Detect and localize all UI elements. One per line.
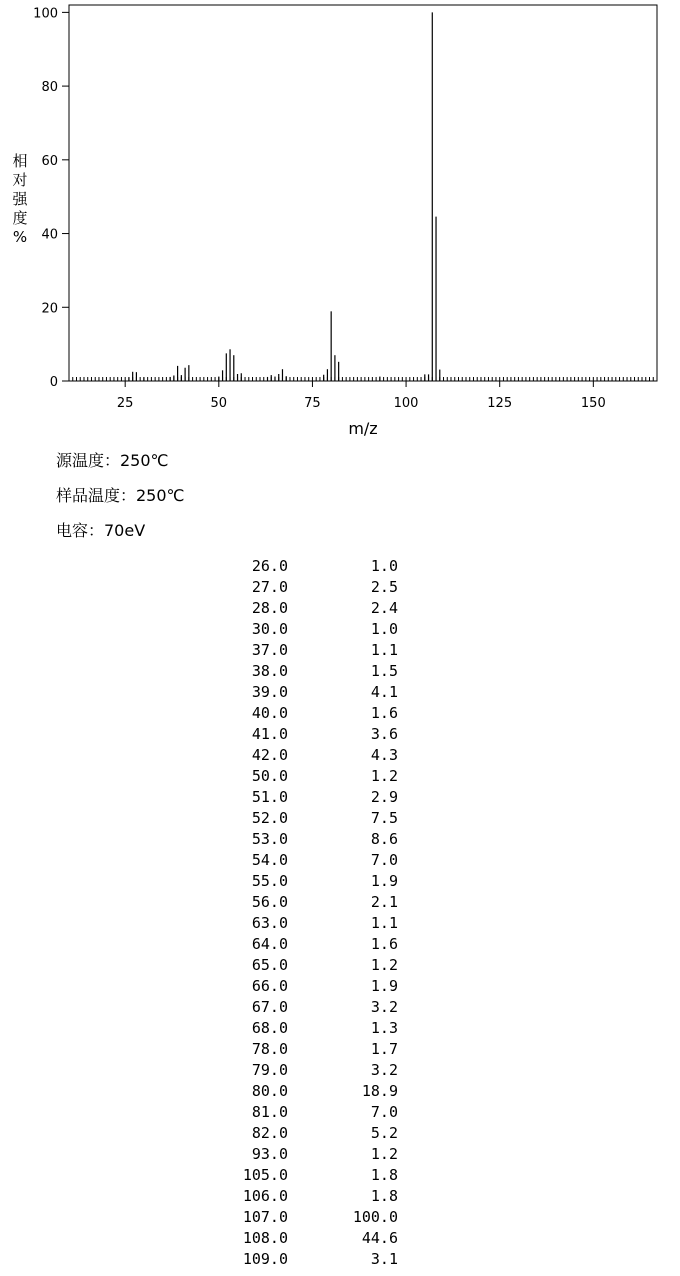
- peak-intensity: 3.6: [370, 725, 398, 743]
- peak-row: [200, 1102, 460, 1123]
- peak-row: [200, 556, 460, 577]
- spectrum-peaks: [129, 12, 440, 381]
- peak-mz: 68.0: [251, 1019, 288, 1037]
- peak-intensity: 7.0: [370, 851, 398, 869]
- y-axis-label-char: 相: [12, 152, 28, 170]
- peak-row: [200, 787, 460, 808]
- x-tick-label: 100: [393, 396, 419, 411]
- peak-intensity: 100.0: [352, 1208, 398, 1226]
- x-tick-label: 75: [304, 396, 321, 411]
- peak-intensity: 1.2: [370, 956, 398, 974]
- x-tick-label: 150: [580, 396, 606, 411]
- x-axis-ticks: [117, 381, 606, 411]
- peak-intensity: 1.8: [370, 1166, 398, 1184]
- y-tick-label: 40: [41, 227, 58, 243]
- peak-row: [200, 1039, 460, 1060]
- peak-row: [200, 682, 460, 703]
- peak-intensity: 7.5: [370, 809, 398, 827]
- peak-row: [200, 577, 460, 598]
- peak-row: [200, 808, 460, 829]
- y-tick-label: 0: [49, 375, 58, 390]
- peak-intensity: 1.6: [370, 704, 398, 722]
- peak-row: [200, 913, 460, 934]
- peak-intensity: 1.9: [370, 977, 398, 995]
- peak-intensity: 7.0: [370, 1103, 398, 1121]
- mass-spectrum-chart: [0, 0, 680, 445]
- peak-mz: 107.0: [242, 1208, 288, 1226]
- peak-intensity: 44.6: [361, 1229, 398, 1247]
- source-temperature: 源温度：250℃: [56, 451, 169, 470]
- peak-intensity: 1.0: [370, 557, 398, 575]
- peak-mz: 38.0: [251, 662, 288, 680]
- peak-intensity: 4.1: [370, 683, 398, 701]
- peak-row: [200, 724, 460, 745]
- peak-mz: 37.0: [251, 641, 288, 659]
- peak-intensity: 1.1: [370, 914, 398, 932]
- peak-mz: 64.0: [251, 935, 288, 953]
- peak-mz: 56.0: [251, 893, 288, 911]
- peak-mz: 39.0: [251, 683, 288, 701]
- peak-mz: 50.0: [251, 767, 288, 785]
- peak-row: [200, 871, 460, 892]
- peak-row: [200, 997, 460, 1018]
- peak-row: [200, 892, 460, 913]
- peak-row: [200, 1186, 460, 1207]
- peak-mz: 28.0: [251, 599, 288, 617]
- peak-intensity: 2.1: [370, 893, 398, 911]
- peak-row: [200, 598, 460, 619]
- peak-row: [200, 1228, 460, 1249]
- peak-mz: 51.0: [251, 788, 288, 806]
- peak-row: [200, 1123, 460, 1144]
- peak-intensity: 8.6: [370, 830, 398, 848]
- peak-row: [200, 766, 460, 787]
- peak-intensity: 1.0: [370, 620, 398, 638]
- y-axis-label-char: 度: [12, 209, 28, 227]
- peak-mz: 63.0: [251, 914, 288, 932]
- peak-intensity: 1.5: [370, 662, 398, 680]
- peak-mz: 93.0: [251, 1145, 288, 1163]
- peak-intensity: 1.2: [370, 1145, 398, 1163]
- peak-intensity: 3.2: [370, 998, 398, 1016]
- peak-intensity: 2.5: [370, 578, 398, 596]
- peak-intensity: 1.9: [370, 872, 398, 890]
- peak-intensity: 18.9: [361, 1082, 398, 1100]
- peak-intensity: 4.3: [370, 746, 398, 764]
- peak-row: [200, 1081, 460, 1102]
- peak-row: [200, 703, 460, 724]
- peak-row: [200, 955, 460, 976]
- peak-mz: 54.0: [251, 851, 288, 869]
- peak-row: [200, 1144, 460, 1165]
- peak-mz: 105.0: [242, 1166, 288, 1184]
- x-tick-label: 125: [487, 396, 513, 411]
- peak-row: [200, 1018, 460, 1039]
- peak-intensity: 2.4: [370, 599, 398, 617]
- peak-list: [200, 556, 460, 1270]
- peak-mz: 67.0: [251, 998, 288, 1016]
- peak-mz: 26.0: [251, 557, 288, 575]
- peak-row: [200, 850, 460, 871]
- peak-mz: 81.0: [251, 1103, 288, 1121]
- peak-intensity: 2.9: [370, 788, 398, 806]
- peak-intensity: 1.7: [370, 1040, 398, 1058]
- peak-mz: 41.0: [251, 725, 288, 743]
- peak-mz: 53.0: [251, 830, 288, 848]
- y-tick-label: 60: [41, 153, 58, 169]
- peak-intensity: 5.2: [370, 1124, 398, 1142]
- peak-mz: 42.0: [251, 746, 288, 764]
- y-axis-ticks: [33, 6, 69, 390]
- peak-mz: 30.0: [251, 620, 288, 638]
- peak-intensity: 3.2: [370, 1061, 398, 1079]
- y-axis-label-char: %: [12, 228, 28, 246]
- peak-row: [200, 1165, 460, 1186]
- peak-row: [200, 745, 460, 766]
- peak-intensity: 1.3: [370, 1019, 398, 1037]
- peak-row: [200, 976, 460, 997]
- peak-mz: 80.0: [251, 1082, 288, 1100]
- y-tick-label: 20: [41, 301, 58, 317]
- peak-intensity: 1.8: [370, 1187, 398, 1205]
- peak-mz: 82.0: [251, 1124, 288, 1142]
- x-tick-label: 25: [116, 396, 134, 411]
- peak-intensity: 3.1: [370, 1250, 398, 1268]
- plot-frame: [69, 5, 657, 381]
- peak-mz: 109.0: [242, 1250, 288, 1268]
- peak-intensity: 1.6: [370, 935, 398, 953]
- peak-mz: 52.0: [251, 809, 288, 827]
- peak-row: [200, 1249, 460, 1270]
- peak-row: [200, 829, 460, 850]
- peak-mz: 65.0: [251, 956, 288, 974]
- ionization-energy: 电容：70eV: [56, 521, 146, 540]
- peak-row: [200, 661, 460, 682]
- peak-mz: 79.0: [251, 1061, 288, 1079]
- peak-mz: 55.0: [251, 872, 288, 890]
- peak-row: [200, 1207, 460, 1228]
- x-minor-ticks: [69, 377, 657, 381]
- peak-intensity: 1.2: [370, 767, 398, 785]
- peak-mz: 108.0: [242, 1229, 288, 1247]
- y-axis-label-char: 强: [12, 190, 28, 208]
- peak-row: [200, 1060, 460, 1081]
- peak-mz: 27.0: [251, 578, 288, 596]
- peak-mz: 66.0: [251, 977, 288, 995]
- x-tick-label: 50: [210, 396, 228, 411]
- peak-row: [200, 619, 460, 640]
- peak-row: [200, 640, 460, 661]
- y-axis-label: [10, 152, 30, 247]
- y-tick-label: 100: [33, 6, 58, 22]
- y-axis-label-char: 对: [12, 171, 28, 189]
- sample-temperature: 样品温度：250℃: [56, 486, 185, 505]
- peak-mz: 106.0: [242, 1187, 288, 1205]
- peak-mz: 78.0: [251, 1040, 288, 1058]
- peak-mz: 40.0: [251, 704, 288, 722]
- y-tick-label: 80: [41, 80, 58, 96]
- peak-row: [200, 934, 460, 955]
- peak-intensity: 1.1: [370, 641, 398, 659]
- x-axis-label: m/z: [348, 419, 378, 438]
